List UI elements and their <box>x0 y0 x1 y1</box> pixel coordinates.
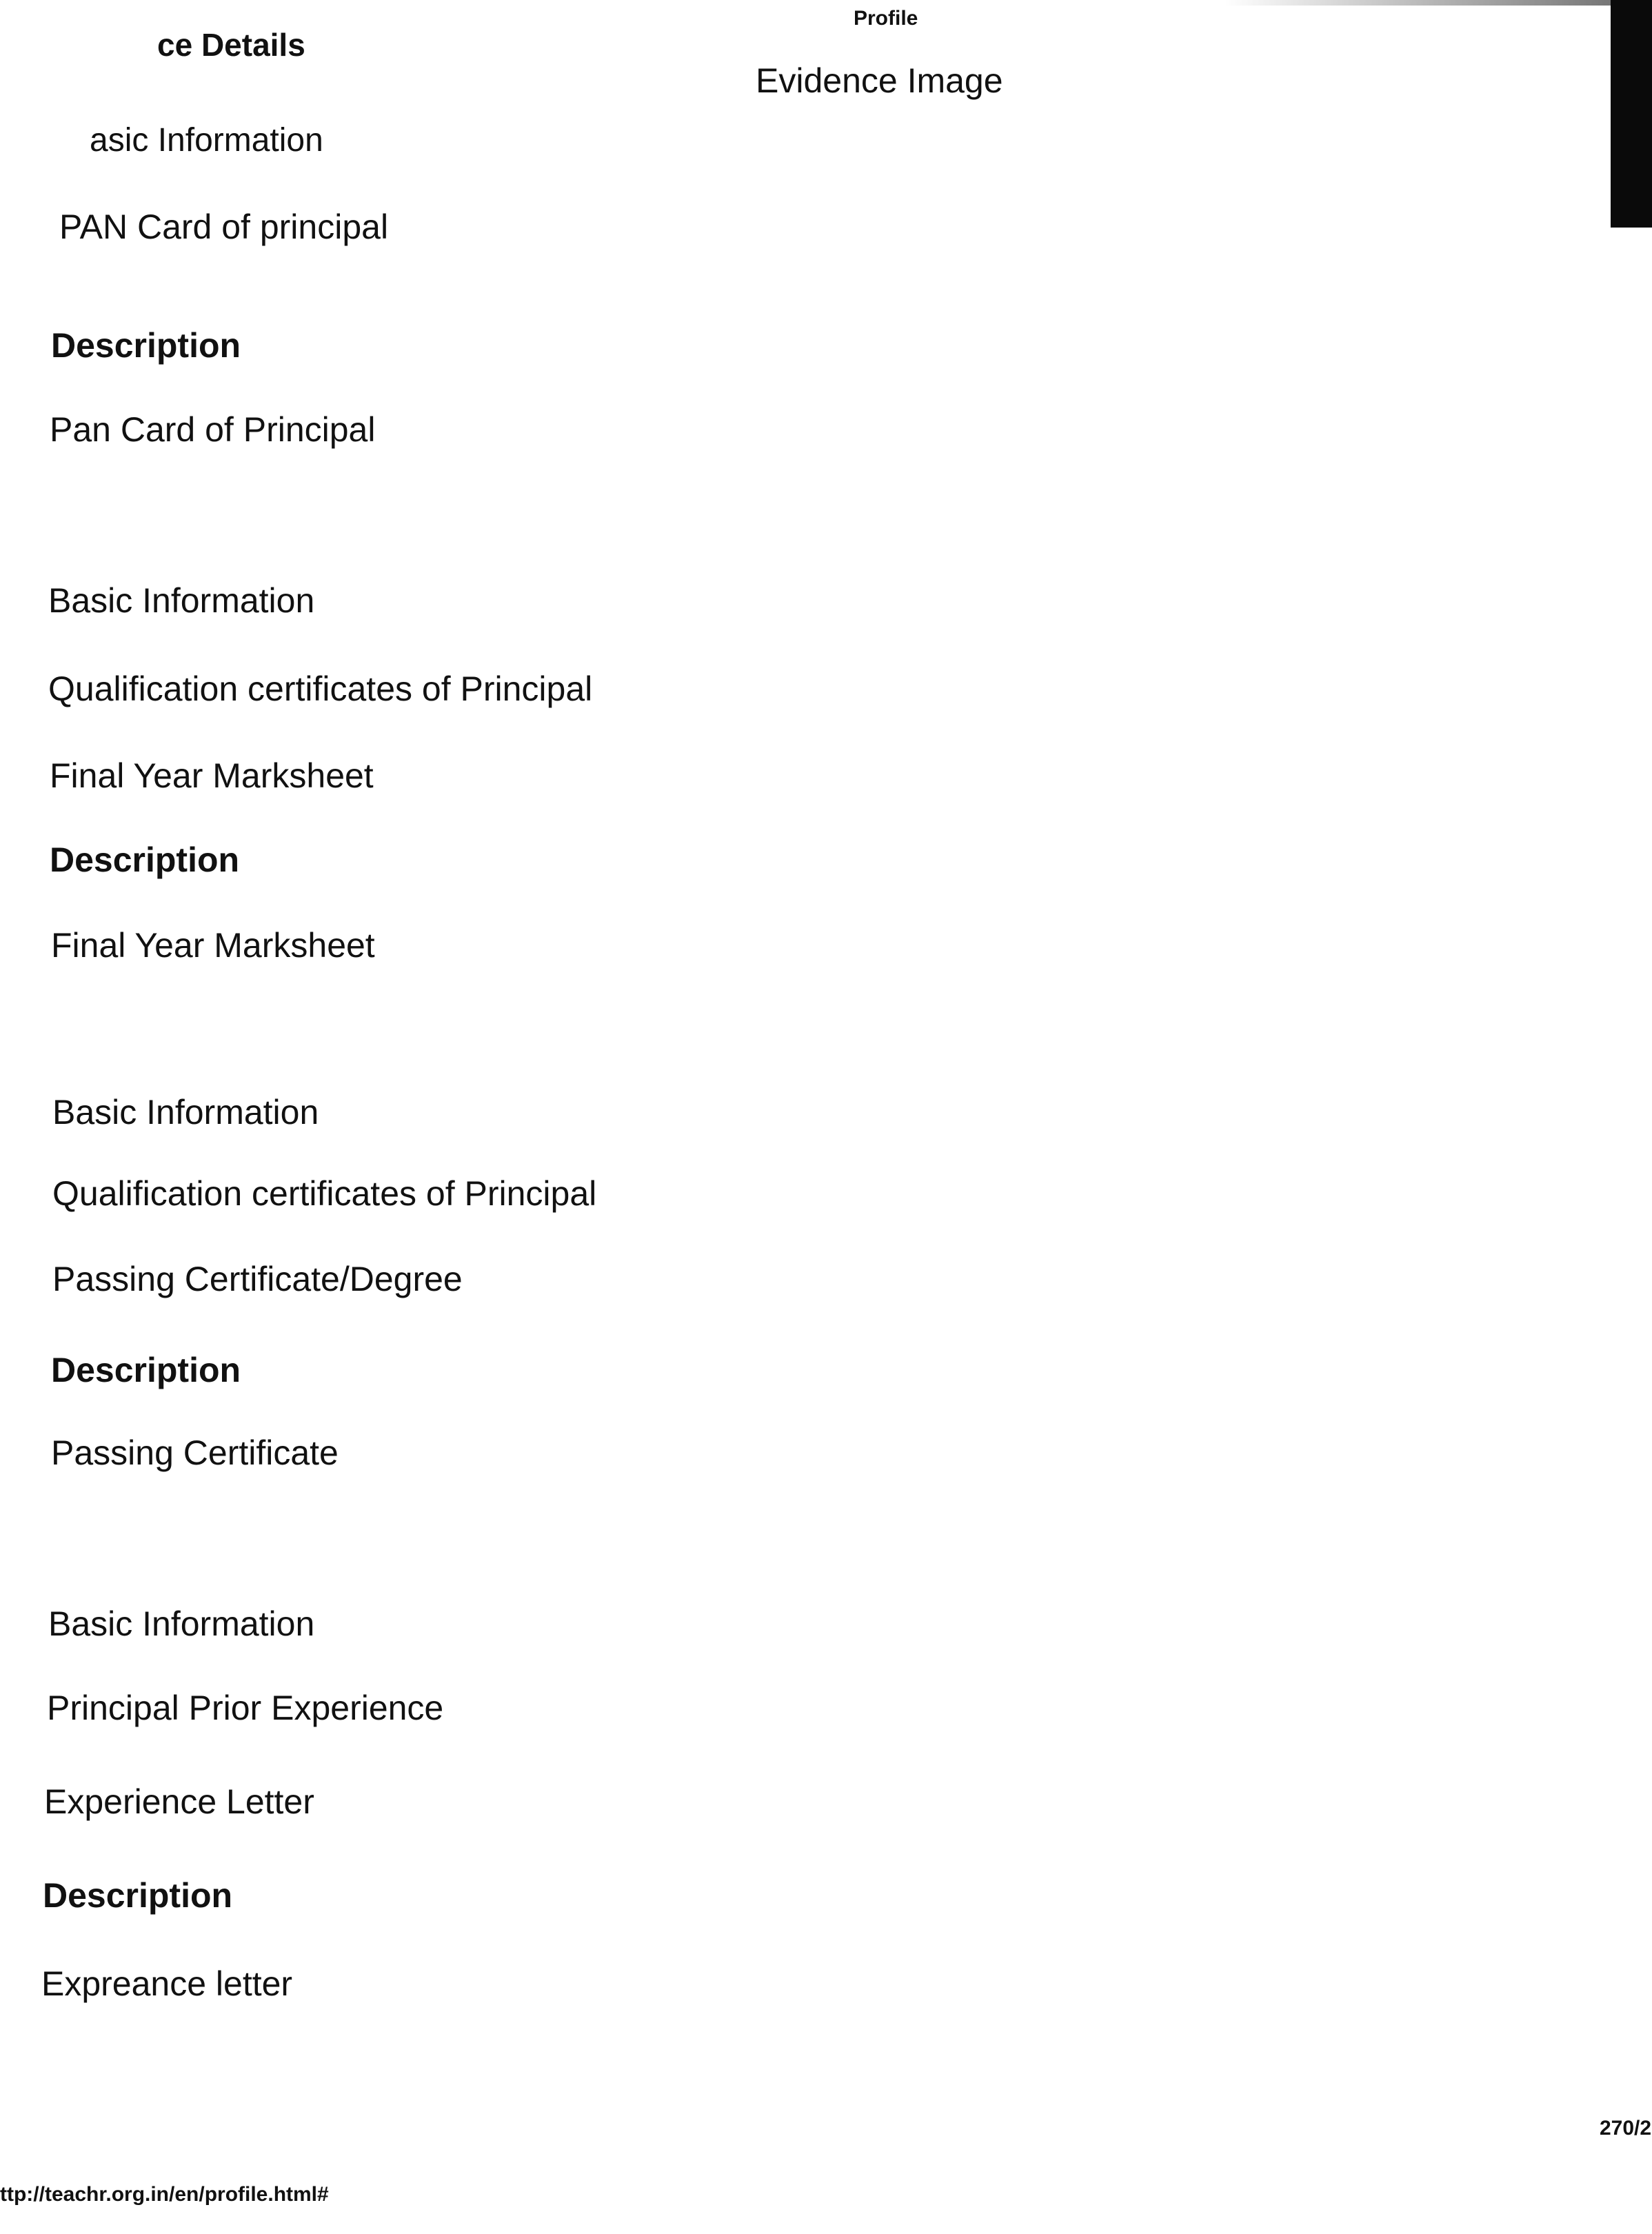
section-4-document: Experience Letter <box>44 1782 314 1821</box>
footer-url: ttp://teachr.org.in/en/profile.html# <box>0 2183 329 2206</box>
section-2-category: Qualification certificates of Principal <box>48 670 593 708</box>
section-2-basic-label: Basic Information <box>48 581 315 620</box>
page-edge-top-shadow <box>1225 0 1611 6</box>
section-4-category: Principal Prior Experience <box>47 1689 444 1727</box>
section-1-description: Pan Card of Principal <box>50 410 376 449</box>
section-2-document: Final Year Marksheet <box>50 756 374 795</box>
section-4-basic-label: Basic Information <box>48 1604 315 1643</box>
section-3-document: Passing Certificate/Degree <box>52 1260 463 1298</box>
evidence-image-label: Evidence Image <box>756 61 1003 100</box>
section-3-basic-label: Basic Information <box>52 1093 319 1131</box>
section-1-description-label: Description <box>51 326 241 365</box>
section-1-category: PAN Card of principal <box>59 208 389 246</box>
section-3-description: Passing Certificate <box>51 1433 339 1472</box>
section-1-basic-label: asic Information <box>90 122 323 159</box>
section-4-description: Expreance letter <box>41 1964 293 2003</box>
section-2-description: Final Year Marksheet <box>51 926 375 965</box>
page-edge-shadow <box>1611 0 1652 228</box>
page-heading: ce Details <box>157 27 305 63</box>
section-3-category: Qualification certificates of Principal <box>52 1174 597 1213</box>
section-4-description-label: Description <box>43 1876 233 1915</box>
section-3-description-label: Description <box>51 1351 241 1389</box>
section-2-description-label: Description <box>50 841 240 879</box>
page-number: 270/2 <box>1600 2117 1652 2140</box>
profile-label: Profile <box>854 7 918 30</box>
